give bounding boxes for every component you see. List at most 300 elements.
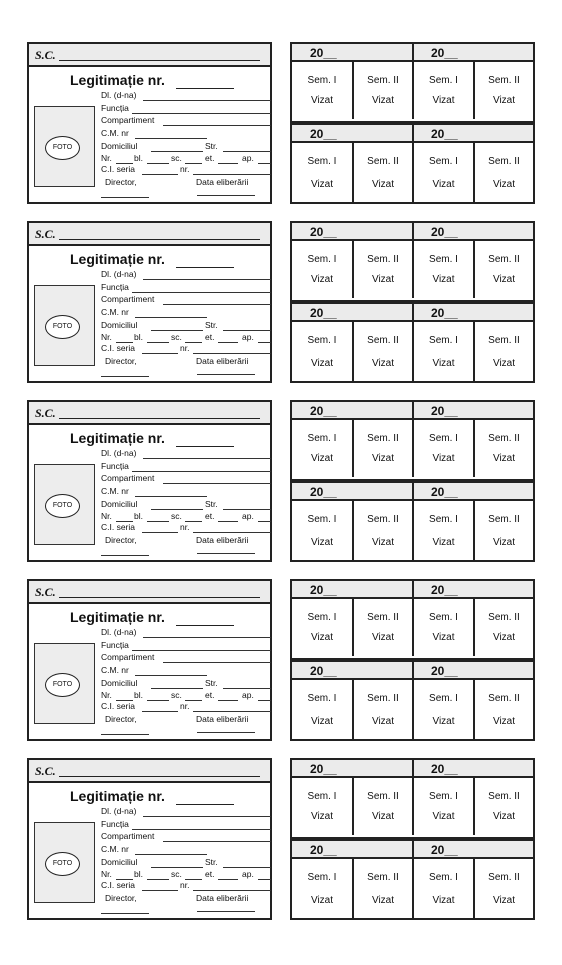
company-name-line (59, 239, 260, 240)
year-label-right: 20__ (431, 485, 458, 499)
field-department-label: Compartiment (101, 115, 155, 125)
company-label: S.C. (35, 227, 56, 241)
field-floor-label: et. (205, 511, 215, 521)
semester-label: Sem. II (367, 254, 399, 265)
semester-label: Sem. I (429, 514, 458, 525)
visa-cell-sem2-left (352, 62, 412, 119)
field-address-label: Domiciliul (101, 141, 138, 151)
year-cell-left (292, 760, 412, 776)
director-label: Director, (105, 356, 137, 366)
vizat-label: Vizat (492, 632, 516, 643)
semester-label: Sem. I (307, 254, 337, 265)
semester-label: Sem. II (488, 433, 520, 444)
field-holder-name-label: Dl. (d-na) (101, 627, 137, 637)
field-apartment-label: ap. (242, 511, 254, 521)
id-card (27, 579, 272, 741)
field-cm-label: C.M. nr (101, 844, 129, 854)
company-header (29, 402, 270, 425)
visa-cell-sem2-right (473, 599, 533, 656)
vizat-label: Vizat (371, 716, 395, 727)
company-label: S.C. (35, 764, 56, 778)
semester-label: Sem. I (307, 514, 337, 525)
card-row-1 (0, 42, 562, 207)
issue-date-label: Data eliberării (196, 356, 249, 366)
vizat-label: Vizat (310, 716, 334, 727)
vizat-label: Vizat (310, 95, 334, 106)
field-street-label: Str. (205, 320, 218, 330)
visa-cell-sem2-left (352, 322, 412, 383)
field-apartment-line (258, 700, 271, 701)
vizat-label: Vizat (492, 274, 516, 285)
field-block-line (147, 342, 169, 343)
year-label-left: 20__ (310, 485, 337, 499)
visa-cell-sem1-left (292, 859, 352, 920)
field-entrance-label: sc. (171, 511, 182, 521)
field-street-line (223, 867, 271, 868)
field-cm-label: C.M. nr (101, 486, 129, 496)
field-cm-line (135, 675, 207, 676)
vizat-label: Vizat (492, 95, 516, 106)
field-address-label: Domiciliul (101, 857, 138, 867)
year-cell-left (292, 662, 412, 678)
field-cm-label: C.M. nr (101, 128, 129, 138)
field-id-series-label: C.I. seria (101, 522, 136, 532)
field-department-line (163, 304, 271, 305)
vizat-label: Vizat (310, 537, 334, 548)
vizat-label: Vizat (371, 95, 395, 106)
field-floor-line (218, 163, 238, 164)
semester-label: Sem. II (488, 791, 520, 802)
field-function-line (132, 650, 271, 651)
year-label-left: 20__ (310, 843, 337, 857)
card-number-line (176, 625, 234, 626)
vizat-label: Vizat (432, 179, 455, 190)
year-cell-left (292, 402, 412, 418)
director-signature-line (101, 555, 149, 556)
director-signature-line (101, 197, 149, 198)
field-floor-label: et. (205, 153, 215, 163)
photo-stamp-circle: FOTO (45, 852, 80, 876)
company-label: S.C. (35, 48, 56, 62)
director-label: Director, (105, 535, 137, 545)
field-function-line (132, 292, 271, 293)
semester-label: Sem. II (488, 514, 520, 525)
year-bar (292, 44, 533, 62)
field-cm-line (135, 496, 207, 497)
semester-label: Sem. I (429, 433, 458, 444)
issue-date-line (197, 374, 255, 375)
vizat-label: Vizat (432, 274, 455, 285)
visa-cell-sem1-right (412, 501, 473, 562)
vizat-label: Vizat (371, 179, 395, 190)
year-label-right: 20__ (431, 306, 458, 320)
field-id-series-line (142, 711, 178, 712)
field-id-series-line (142, 890, 178, 891)
vizat-label: Vizat (371, 811, 395, 822)
field-apartment-label: ap. (242, 153, 254, 163)
field-entrance-label: sc. (171, 690, 182, 700)
vizat-label: Vizat (492, 179, 516, 190)
visa-cell-sem2-left (352, 420, 412, 477)
visa-cell-sem2-left (352, 501, 412, 562)
field-function-label: Funcția (101, 461, 129, 471)
visa-cell-sem1-right (412, 62, 473, 119)
field-apartment-label: ap. (242, 332, 254, 342)
year-cell-right (413, 483, 533, 499)
vizat-label: Vizat (371, 537, 395, 548)
field-id-series-line (142, 532, 178, 533)
card-number-line (176, 267, 234, 268)
field-apartment-label: ap. (242, 690, 254, 700)
field-department-line (163, 125, 271, 126)
field-floor-line (218, 521, 238, 522)
field-number-label: Nr. (101, 511, 112, 521)
semester-label: Sem. I (429, 156, 458, 167)
year-label-left: 20__ (310, 225, 337, 239)
field-address-line (151, 151, 203, 152)
visa-cell-sem2-right (473, 322, 533, 383)
year-bar (292, 581, 533, 599)
field-block-line (147, 521, 169, 522)
visa-cell-sem1-right (412, 143, 473, 204)
field-address-label: Domiciliul (101, 320, 138, 330)
card-title: Legitimație nr. (70, 72, 165, 88)
field-number-label: Nr. (101, 332, 112, 342)
visa-grid (290, 42, 535, 204)
vizat-label: Vizat (371, 358, 395, 369)
semester-label: Sem. I (307, 156, 337, 167)
semester-label: Sem. I (429, 791, 458, 802)
field-id-number-line (193, 174, 271, 175)
field-street-line (223, 330, 271, 331)
field-function-label: Funcția (101, 282, 129, 292)
year-bar (292, 304, 533, 322)
issue-date-label: Data eliberării (196, 535, 249, 545)
photo-stamp-circle: FOTO (45, 315, 80, 339)
field-function-label: Funcția (101, 640, 129, 650)
card-row-3 (0, 400, 562, 565)
field-floor-line (218, 700, 238, 701)
field-holder-name-line (143, 816, 271, 817)
card-row-4 (0, 579, 562, 744)
photo-stamp-circle: FOTO (45, 136, 80, 160)
visa-cell-sem2-left (352, 778, 412, 835)
year-label-right: 20__ (431, 225, 458, 239)
visa-grid (290, 221, 535, 383)
year-label-right: 20__ (431, 664, 458, 678)
card-number-line (176, 446, 234, 447)
visa-cell-sem2-right (473, 143, 533, 204)
field-entrance-label: sc. (171, 153, 182, 163)
visa-cell-sem2-left (352, 859, 412, 920)
field-address-label: Domiciliul (101, 499, 138, 509)
visa-cell-sem2-right (473, 501, 533, 562)
issue-date-label: Data eliberării (196, 893, 249, 903)
company-label: S.C. (35, 406, 56, 420)
semester-label: Sem. I (307, 433, 337, 444)
vizat-label: Vizat (432, 895, 455, 906)
field-id-number-line (193, 711, 271, 712)
field-street-label: Str. (205, 141, 218, 151)
year-cell-right (413, 44, 533, 60)
visa-cell-sem2-right (473, 420, 533, 477)
year-cell-left (292, 223, 412, 239)
company-header (29, 223, 270, 246)
year-label-right: 20__ (431, 46, 458, 60)
year-label-right: 20__ (431, 127, 458, 141)
field-apartment-line (258, 879, 271, 880)
year-label-left: 20__ (310, 583, 337, 597)
vizat-label: Vizat (432, 811, 455, 822)
photo-stamp-circle: FOTO (45, 494, 80, 518)
semester-label: Sem. II (488, 335, 520, 346)
field-id-number-line (193, 353, 271, 354)
vizat-label: Vizat (310, 179, 334, 190)
issue-date-line (197, 911, 255, 912)
year-cell-right (413, 662, 533, 678)
field-block-label: bl. (134, 153, 143, 163)
field-id-number-line (193, 532, 271, 533)
year-cell-left (292, 841, 412, 857)
director-signature-line (101, 376, 149, 377)
year-bar (292, 483, 533, 501)
visa-cell-sem1-left (292, 778, 352, 835)
semester-label: Sem. I (429, 254, 458, 265)
field-holder-name-label: Dl. (d-na) (101, 448, 137, 458)
field-id-series-label: C.I. seria (101, 701, 136, 711)
field-block-label: bl. (134, 690, 143, 700)
card-title: Legitimație nr. (70, 788, 165, 804)
field-street-line (223, 509, 271, 510)
field-floor-label: et. (205, 332, 215, 342)
year-cell-right (413, 304, 533, 320)
visa-cell-sem1-left (292, 143, 352, 204)
director-signature-line (101, 734, 149, 735)
id-card (27, 42, 272, 204)
field-number-label: Nr. (101, 869, 112, 879)
company-name-line (59, 60, 260, 61)
director-signature-line (101, 913, 149, 914)
field-id-series-label: C.I. seria (101, 343, 136, 353)
semester-label: Sem. I (307, 612, 337, 623)
field-block-line (147, 700, 169, 701)
year-cell-left (292, 483, 412, 499)
card-title: Legitimație nr. (70, 251, 165, 267)
field-address-label: Domiciliul (101, 678, 138, 688)
vizat-label: Vizat (371, 453, 395, 464)
semester-label: Sem. I (429, 335, 458, 346)
field-id-number-line (193, 890, 271, 891)
year-label-left: 20__ (310, 664, 337, 678)
field-holder-name-line (143, 100, 271, 101)
semester-label: Sem. II (367, 872, 399, 883)
semester-label: Sem. I (307, 75, 337, 86)
card-number-line (176, 804, 234, 805)
company-name-line (59, 776, 260, 777)
field-floor-label: et. (205, 690, 215, 700)
semester-label: Sem. II (488, 612, 520, 623)
semester-label: Sem. II (488, 693, 520, 704)
field-block-label: bl. (134, 869, 143, 879)
field-cm-line (135, 854, 207, 855)
director-label: Director, (105, 714, 137, 724)
field-block-label: bl. (134, 511, 143, 521)
field-function-line (132, 113, 271, 114)
semester-label: Sem. II (488, 254, 520, 265)
visa-grid (290, 400, 535, 562)
field-department-line (163, 841, 271, 842)
company-header (29, 44, 270, 67)
semester-label: Sem. I (429, 872, 458, 883)
semester-label: Sem. II (367, 693, 399, 704)
field-id-number-label: nr. (180, 522, 190, 532)
field-id-series-label: C.I. seria (101, 164, 136, 174)
visa-cell-sem1-right (412, 778, 473, 835)
id-card (27, 400, 272, 562)
field-function-line (132, 829, 271, 830)
field-holder-name-line (143, 637, 271, 638)
field-holder-name-line (143, 458, 271, 459)
vizat-label: Vizat (492, 453, 516, 464)
vizat-label: Vizat (310, 895, 334, 906)
semester-label: Sem. I (307, 335, 337, 346)
vizat-label: Vizat (310, 274, 334, 285)
year-bar (292, 760, 533, 778)
field-holder-name-label: Dl. (d-na) (101, 269, 137, 279)
company-header (29, 760, 270, 783)
semester-label: Sem. I (429, 75, 458, 86)
semester-label: Sem. II (488, 156, 520, 167)
visa-cell-sem2-right (473, 680, 533, 741)
visa-cell-sem2-right (473, 62, 533, 119)
visa-cell-sem1-left (292, 420, 352, 477)
field-block-label: bl. (134, 332, 143, 342)
vizat-label: Vizat (310, 453, 334, 464)
semester-label: Sem. II (367, 612, 399, 623)
vizat-label: Vizat (371, 274, 395, 285)
year-bar (292, 662, 533, 680)
semester-label: Sem. II (367, 791, 399, 802)
semester-label: Sem. I (307, 872, 337, 883)
visa-cell-sem1-left (292, 241, 352, 298)
field-floor-line (218, 342, 238, 343)
year-label-right: 20__ (431, 583, 458, 597)
vizat-label: Vizat (371, 895, 395, 906)
year-bar (292, 402, 533, 420)
visa-cell-sem1-right (412, 420, 473, 477)
year-cell-right (413, 841, 533, 857)
year-cell-right (413, 581, 533, 597)
year-cell-right (413, 760, 533, 776)
field-apartment-line (258, 342, 271, 343)
visa-cell-sem1-right (412, 599, 473, 656)
year-label-left: 20__ (310, 46, 337, 60)
vizat-label: Vizat (432, 716, 455, 727)
field-address-line (151, 509, 203, 510)
field-holder-name-line (143, 279, 271, 280)
semester-label: Sem. II (367, 75, 399, 86)
card-title: Legitimație nr. (70, 609, 165, 625)
photo-box (34, 106, 95, 187)
semester-label: Sem. I (429, 612, 458, 623)
semester-label: Sem. II (367, 335, 399, 346)
field-apartment-line (258, 521, 271, 522)
vizat-label: Vizat (492, 537, 516, 548)
field-number-label: Nr. (101, 153, 112, 163)
year-bar (292, 125, 533, 143)
photo-box (34, 285, 95, 366)
year-label-left: 20__ (310, 404, 337, 418)
vizat-label: Vizat (310, 811, 334, 822)
field-id-series-line (142, 174, 178, 175)
company-name-line (59, 597, 260, 598)
field-street-line (223, 151, 271, 152)
semester-label: Sem. I (429, 693, 458, 704)
year-label-right: 20__ (431, 843, 458, 857)
vizat-label: Vizat (310, 358, 334, 369)
visa-cell-sem1-left (292, 599, 352, 656)
field-street-line (223, 688, 271, 689)
field-entrance-label: sc. (171, 869, 182, 879)
field-number-label: Nr. (101, 690, 112, 700)
field-holder-name-label: Dl. (d-na) (101, 90, 137, 100)
visa-cell-sem2-right (473, 241, 533, 298)
director-label: Director, (105, 893, 137, 903)
field-cm-line (135, 317, 207, 318)
field-department-label: Compartiment (101, 473, 155, 483)
visa-cell-sem2-left (352, 143, 412, 204)
visa-cell-sem2-right (473, 859, 533, 920)
field-entrance-label: sc. (171, 332, 182, 342)
field-apartment-label: ap. (242, 869, 254, 879)
visa-cell-sem1-left (292, 322, 352, 383)
field-function-line (132, 471, 271, 472)
field-department-label: Compartiment (101, 652, 155, 662)
year-label-left: 20__ (310, 127, 337, 141)
id-card (27, 221, 272, 383)
visa-cell-sem2-right (473, 778, 533, 835)
year-label-right: 20__ (431, 404, 458, 418)
field-apartment-line (258, 163, 271, 164)
vizat-label: Vizat (432, 632, 455, 643)
card-row-5 (0, 758, 562, 923)
company-label: S.C. (35, 585, 56, 599)
semester-label: Sem. I (307, 791, 337, 802)
field-function-label: Funcția (101, 819, 129, 829)
field-id-number-label: nr. (180, 701, 190, 711)
field-department-line (163, 483, 271, 484)
visa-cell-sem1-left (292, 680, 352, 741)
visa-cell-sem1-left (292, 62, 352, 119)
semester-label: Sem. II (367, 433, 399, 444)
photo-box (34, 822, 95, 903)
vizat-label: Vizat (432, 537, 455, 548)
field-address-line (151, 867, 203, 868)
field-id-series-line (142, 353, 178, 354)
visa-cell-sem2-left (352, 599, 412, 656)
id-card (27, 758, 272, 920)
year-cell-right (413, 223, 533, 239)
card-number-line (176, 88, 234, 89)
field-address-line (151, 688, 203, 689)
company-header (29, 581, 270, 604)
card-row-2 (0, 221, 562, 386)
visa-grid (290, 758, 535, 920)
issue-date-label: Data eliberării (196, 177, 249, 187)
issue-date-label: Data eliberării (196, 714, 249, 724)
semester-label: Sem. II (367, 514, 399, 525)
field-block-line (147, 879, 169, 880)
